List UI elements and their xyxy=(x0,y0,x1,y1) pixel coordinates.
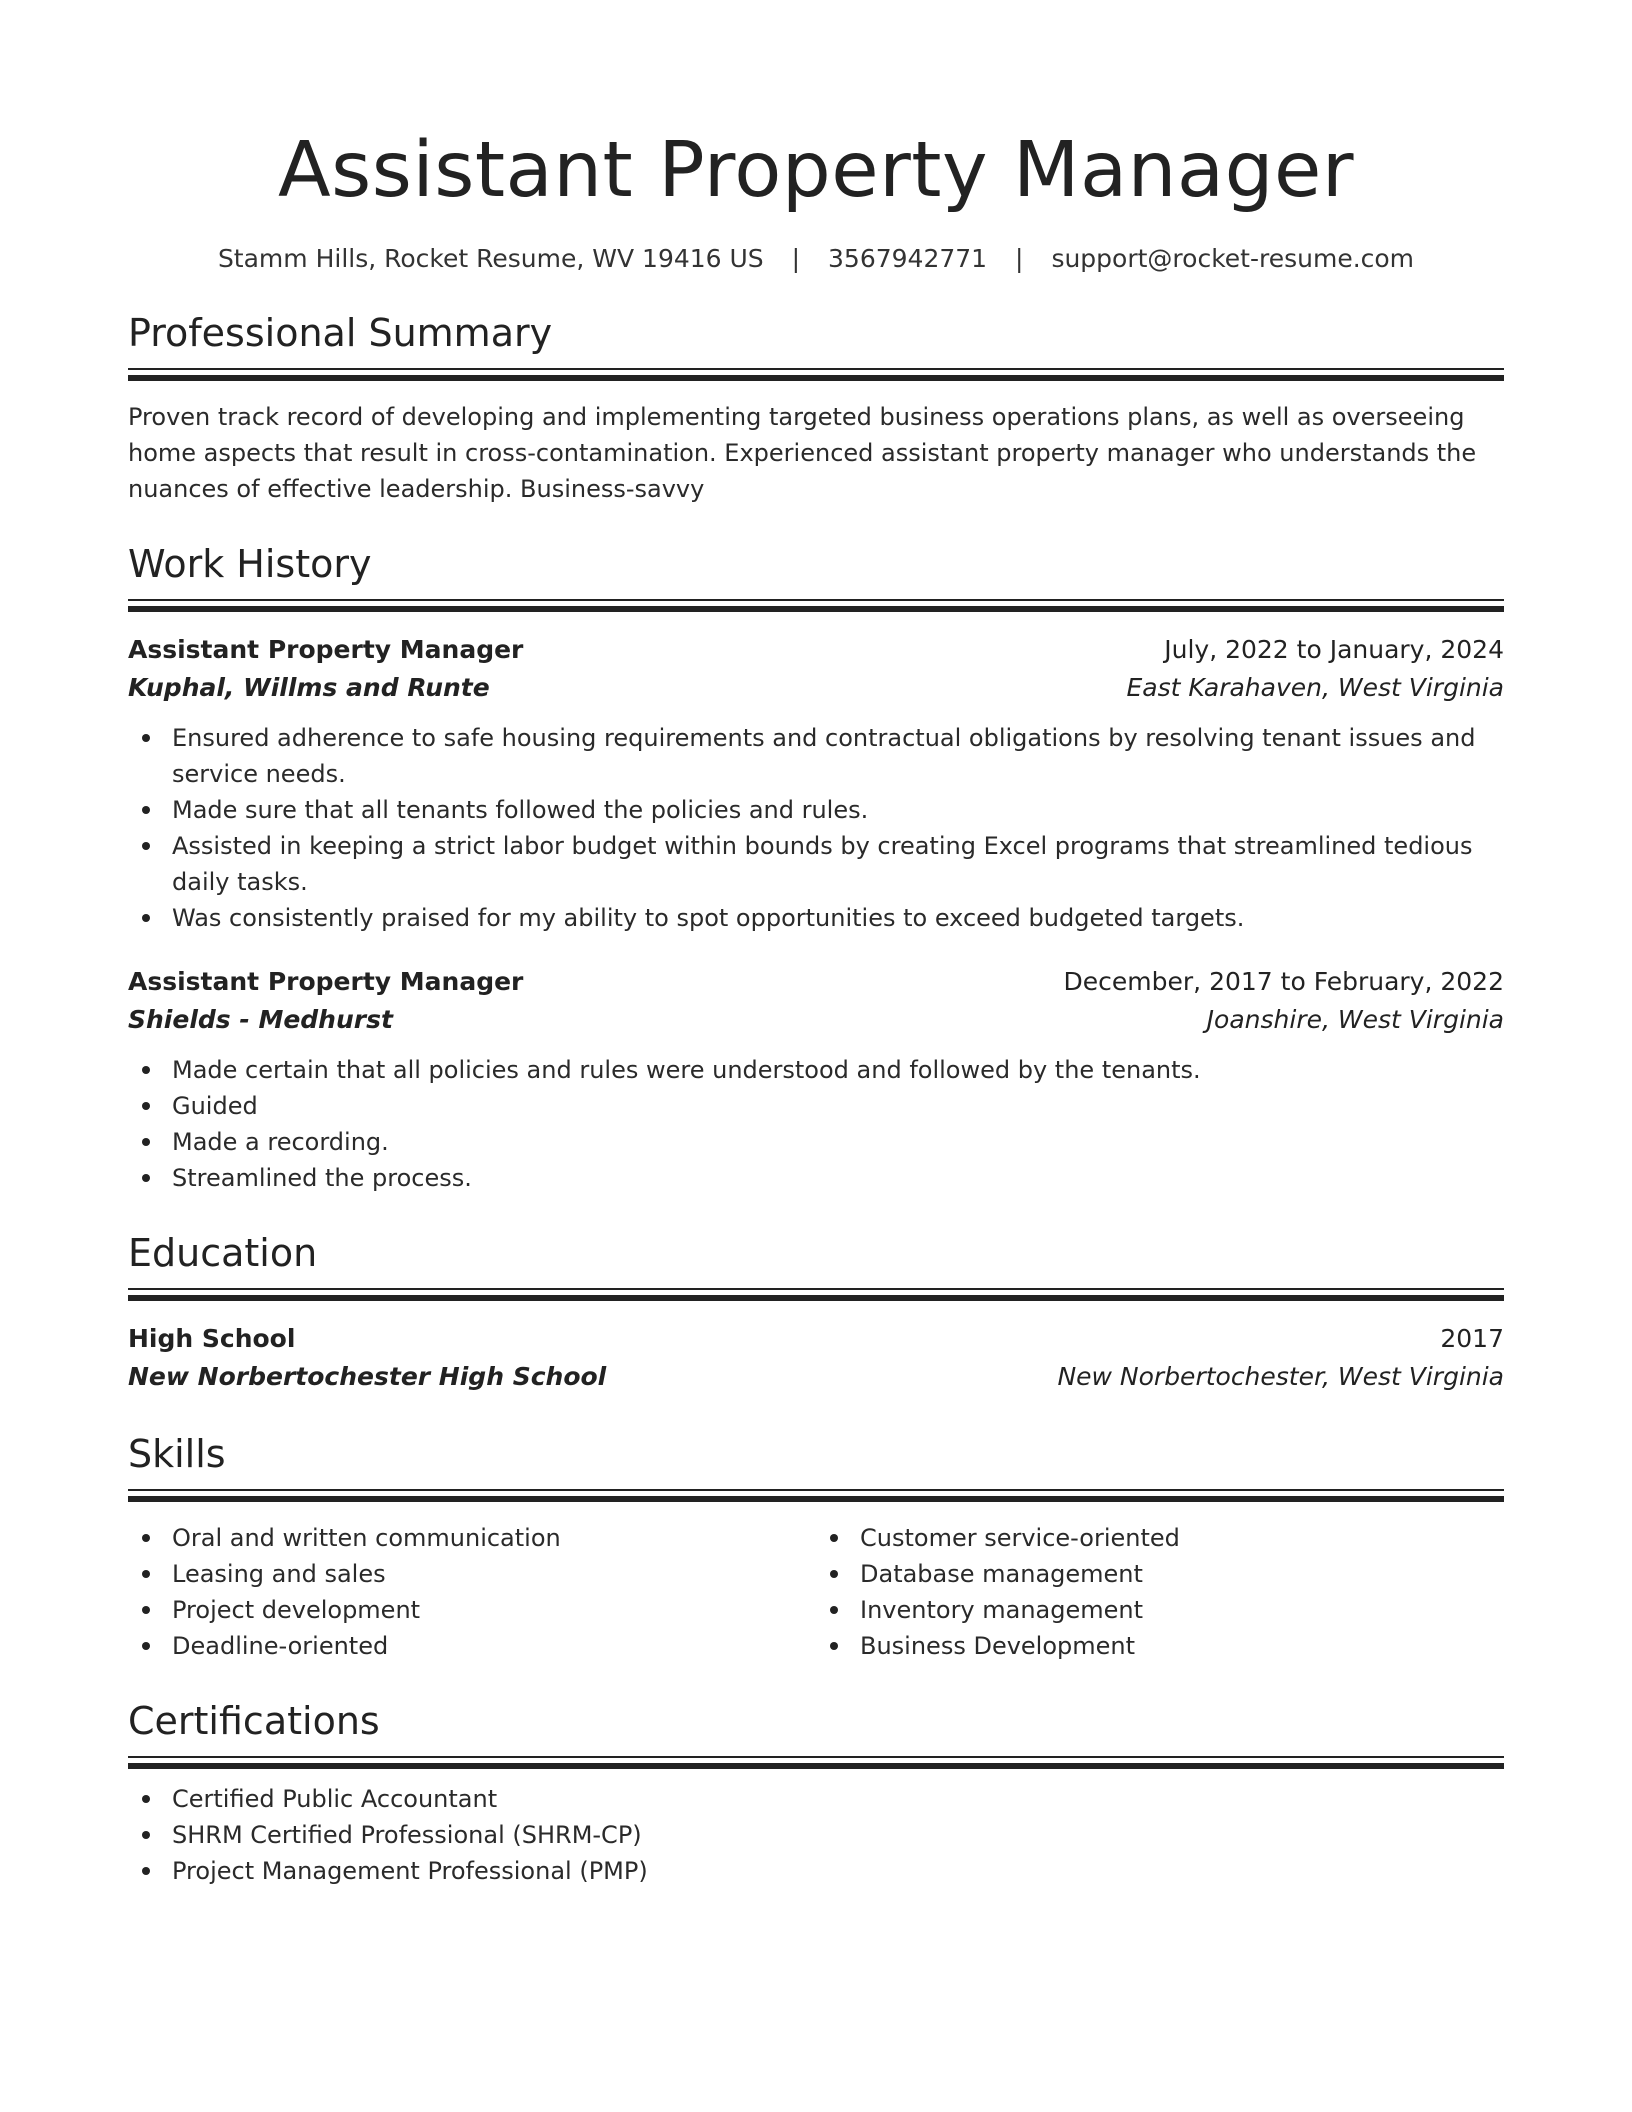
list-item: Leasing and sales xyxy=(128,1556,816,1592)
skills-left-column xyxy=(128,1520,816,1664)
list-item: Deadline-oriented xyxy=(128,1628,816,1664)
contact-phone: 3567942771 xyxy=(828,244,988,273)
job-dates: December, 2017 to February, 2022 xyxy=(1063,967,1504,996)
certifications-heading: Certifications xyxy=(128,1699,380,1743)
skills-heading: Skills xyxy=(128,1432,226,1476)
list-item: Guided xyxy=(128,1088,1504,1124)
contact-separator: | xyxy=(791,244,801,273)
summary-text: Proven track record of developing and implementing targeted business operations plans, as well as overseeing home aspects that result in cross-contamination. Experienced assistant property manager who understands the nuances of effective leadership. Business-savvy xyxy=(128,403,1477,503)
job-title: Assistant Property Manager xyxy=(128,967,524,996)
job-location: East Karahaven, West Virginia xyxy=(1126,673,1504,702)
education-year: 2017 xyxy=(1440,1324,1504,1353)
list-item: Streamlined the process. xyxy=(128,1160,1504,1196)
section-divider xyxy=(128,599,1504,612)
list-item: SHRM Certified Professional (SHRM-CP) xyxy=(128,1817,1504,1853)
list-item: Was consistently praised for my ability to spot opportunities to exceed budgeted targets. xyxy=(128,900,1504,936)
job-bullets xyxy=(128,720,1504,936)
list-item: Ensured adherence to safe housing requirements and contractual obligations by resolving tenant issues and service needs. xyxy=(128,720,1504,792)
list-item: Certified Public Accountant xyxy=(128,1781,1504,1817)
job-company: Kuphal, Willms and Runte xyxy=(128,673,490,702)
education-location: New Norbertochester, West Virginia xyxy=(1057,1362,1504,1391)
education-heading: Education xyxy=(128,1231,318,1275)
education-entry xyxy=(128,1321,1504,1397)
list-item: Project development xyxy=(128,1592,816,1628)
list-item: Oral and written communication xyxy=(128,1520,816,1556)
contact-address: Stamm Hills, Rocket Resume, WV 19416 US xyxy=(217,244,764,273)
education-school: New Norbertochester High School xyxy=(128,1362,607,1391)
list-item: Inventory management xyxy=(816,1592,1504,1628)
skills-right-column xyxy=(816,1520,1504,1664)
job-entry xyxy=(128,964,1504,1196)
work-section xyxy=(128,541,1504,1196)
list-item: Business Development xyxy=(816,1628,1504,1664)
job-entry xyxy=(128,632,1504,936)
job-bullets xyxy=(128,1052,1504,1196)
skills-columns xyxy=(128,1520,1504,1664)
section-divider xyxy=(128,1288,1504,1301)
job-dates: July, 2022 to January, 2024 xyxy=(1164,635,1504,664)
summary-section xyxy=(128,310,1504,507)
summary-heading: Professional Summary xyxy=(128,311,553,355)
section-divider xyxy=(128,1756,1504,1769)
list-item: Project Management Professional (PMP) xyxy=(128,1853,1504,1889)
work-heading: Work History xyxy=(128,542,372,586)
section-divider xyxy=(128,368,1504,381)
contact-separator: | xyxy=(1015,244,1024,273)
list-item: Made a recording. xyxy=(128,1124,1504,1160)
list-item: Made sure that all tenants followed the policies and rules. xyxy=(128,792,1504,828)
section-divider xyxy=(128,1489,1504,1502)
contact-line xyxy=(128,242,1504,276)
education-section xyxy=(128,1230,1504,1397)
education-degree: High School xyxy=(128,1324,296,1353)
resume-name: Assistant Property Manager xyxy=(277,126,1355,215)
list-item: Assisted in keeping a strict labor budget within bounds by creating Excel programs that streamlined tedious daily tasks. xyxy=(128,828,1504,900)
certifications-list xyxy=(128,1781,1504,1889)
contact-email: support@rocket-resume.com xyxy=(1051,244,1415,273)
job-location: Joanshire, West Virginia xyxy=(1206,1005,1504,1034)
skills-section xyxy=(128,1431,1504,1664)
list-item: Made certain that all policies and rules were understood and followed by the tenants. xyxy=(128,1052,1504,1088)
list-item: Customer service-oriented xyxy=(816,1520,1504,1556)
job-company: Shields - Medhurst xyxy=(128,1005,393,1034)
job-title: Assistant Property Manager xyxy=(128,635,524,664)
certifications-section xyxy=(128,1698,1504,1889)
list-item: Database management xyxy=(816,1556,1504,1592)
